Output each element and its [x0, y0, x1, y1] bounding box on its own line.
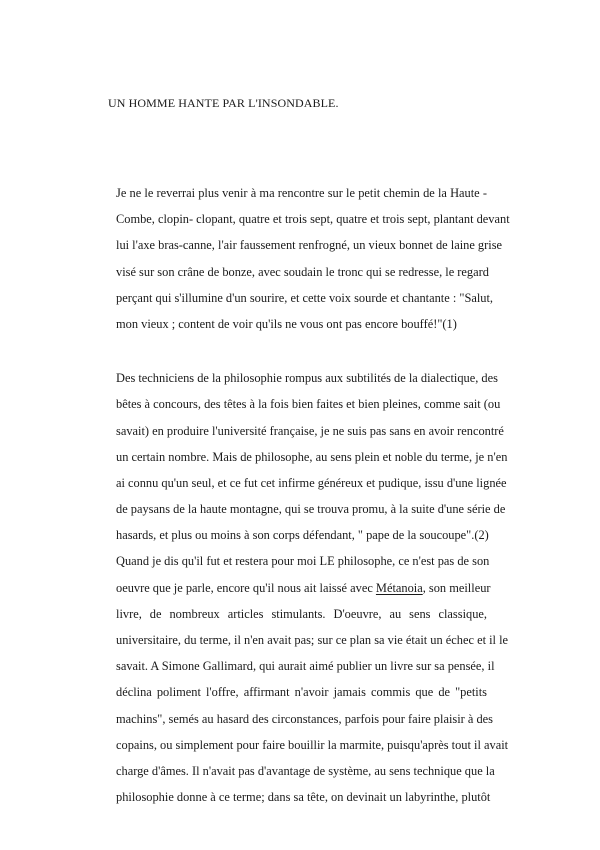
text-line: philosophie donne à ce terme; dans sa tête, on devinait un labyrinthe, plutôt	[116, 790, 491, 805]
text-line: déclina poliment l'offre, affirmant n'avoir jamais commis que de "petits	[116, 685, 487, 700]
text-line: Des techniciens de la philosophie rompus aux subtilités de la dialectique, des	[116, 371, 498, 386]
text-line: livre, de nombreux articles stimulants. D'oeuvre, au sens classique,	[116, 606, 487, 621]
text-line: bêtes à concours, des têtes à la fois bien faites et bien pleines, comme sait (ou	[116, 397, 501, 412]
text-line: lui l'axe bras-canne, l'air faussement renfrogné, un vieux bonnet de laine grise	[116, 238, 503, 253]
text-line: machins", semés au hasard des circonstances, parfois pour faire plaisir à des	[116, 711, 493, 726]
paragraph-gap	[116, 337, 487, 365]
text-line: de paysans de la haute montagne, qui se trouva promu, à la suite d'une série de	[116, 502, 506, 517]
document-body	[116, 180, 510, 810]
text-line: visé sur son crâne de bonze, avec soudain le tronc qui se redresse, le regard	[116, 264, 489, 279]
book-title-metanoia: Métanoia	[375, 580, 423, 595]
text-line: charge d'âmes. Il n'avait pas d'avantage de système, au sens technique que la	[116, 763, 495, 778]
text-line: perçant qui s'illumine d'un sourire, et cette voix sourde et chantante : "Salut,	[116, 290, 494, 305]
text-line: Combe, clopin- clopant, quatre et trois sept, quatre et trois sept, plantant devant	[116, 212, 510, 227]
text-line: mon vieux ; content de voir qu'ils ne vous ont pas encore bouffé!"(1)	[116, 316, 457, 331]
text-line: universitaire, du terme, il n'en avait pas; sur ce plan sa vie était un échec et il le	[116, 633, 509, 647]
text-line: Quand je dis qu'il fut et restera pour moi LE philosophe, ce n'est pas de son	[116, 554, 490, 569]
text-line: Je ne le reverrai plus venir à ma rencontre sur le petit chemin de la Haute -	[116, 186, 487, 200]
text-fragment: , son meilleur	[422, 580, 491, 595]
text-line: savait. A Simone Gallimard, qui aurait aimé publier un livre sur sa pensée, il	[116, 659, 495, 674]
text-line-with-title	[116, 575, 491, 601]
document-title: UN HOMME HANTE PAR L'INSONDABLE.	[108, 96, 339, 110]
text-line: savait) en produire l'université française, je ne suis pas sans en avoir rencontré	[116, 423, 504, 438]
text-fragment: oeuvre que je parle, encore qu'il nous ait laissé avec	[116, 580, 376, 595]
text-line: hasards, et plus ou moins à son corps défendant, " pape de la soucoupe".(2)	[116, 528, 489, 543]
text-line: ai connu qu'un seul, et ce fut cet infirme généreux et pudique, issu d'une lignée	[116, 475, 507, 490]
text-line: un certain nombre. Mais de philosophe, au sens plein et noble du terme, je n'en	[116, 449, 508, 464]
text-line: copains, ou simplement pour faire bouillir la marmite, puisqu'après tout il avait	[116, 737, 509, 752]
